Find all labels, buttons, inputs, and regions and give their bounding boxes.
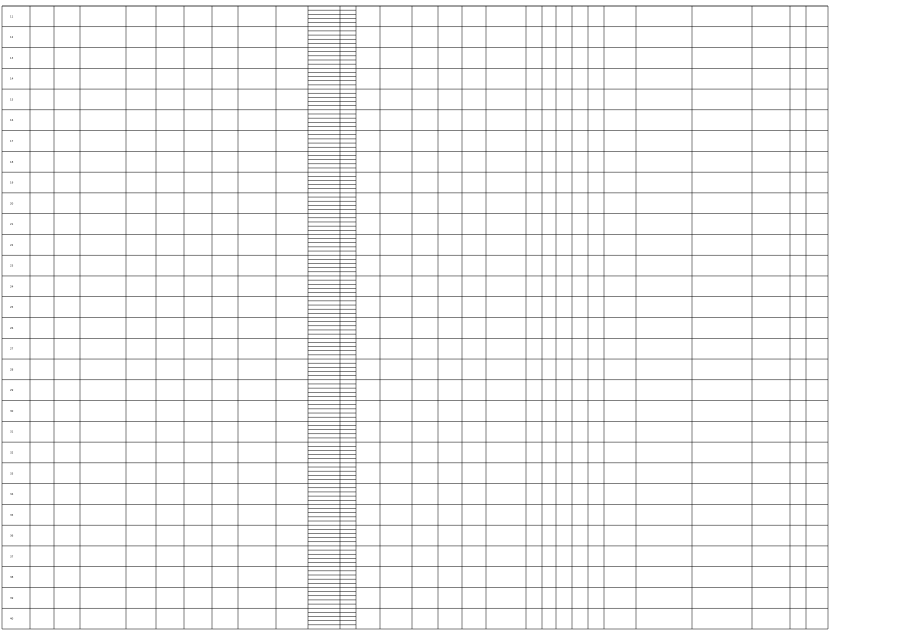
row-number: 14 [10, 77, 14, 81]
row-number: 25 [10, 306, 14, 310]
row-number: 35 [10, 513, 14, 517]
row-number: 19 [10, 181, 14, 185]
row-number: 16 [10, 119, 14, 123]
row-number: 18 [10, 160, 14, 164]
row-number: 33 [10, 472, 14, 476]
row-number: 28 [10, 368, 14, 372]
row-number: 15 [10, 98, 14, 102]
row-number: 37 [10, 555, 14, 559]
row-number: 32 [10, 451, 14, 455]
row-number: 13 [10, 56, 14, 60]
row-number: 30 [10, 409, 14, 413]
row-number: 24 [10, 285, 14, 289]
row-number: 20 [10, 202, 14, 206]
row-number: 27 [10, 347, 14, 351]
row-number: 23 [10, 264, 14, 268]
row-number: 29 [10, 389, 14, 393]
row-number: 38 [10, 576, 14, 580]
row-number: 22 [10, 243, 14, 247]
row-number: 39 [10, 596, 14, 600]
row-number: 26 [10, 326, 14, 330]
row-number: 31 [10, 430, 14, 434]
row-number: 11 [10, 15, 14, 19]
row-number: 34 [10, 493, 14, 497]
row-number: 21 [10, 223, 14, 227]
row-number: 12 [10, 36, 14, 40]
row-number: 17 [10, 139, 14, 143]
row-number: 40 [10, 617, 14, 621]
row-number: 36 [10, 534, 14, 538]
